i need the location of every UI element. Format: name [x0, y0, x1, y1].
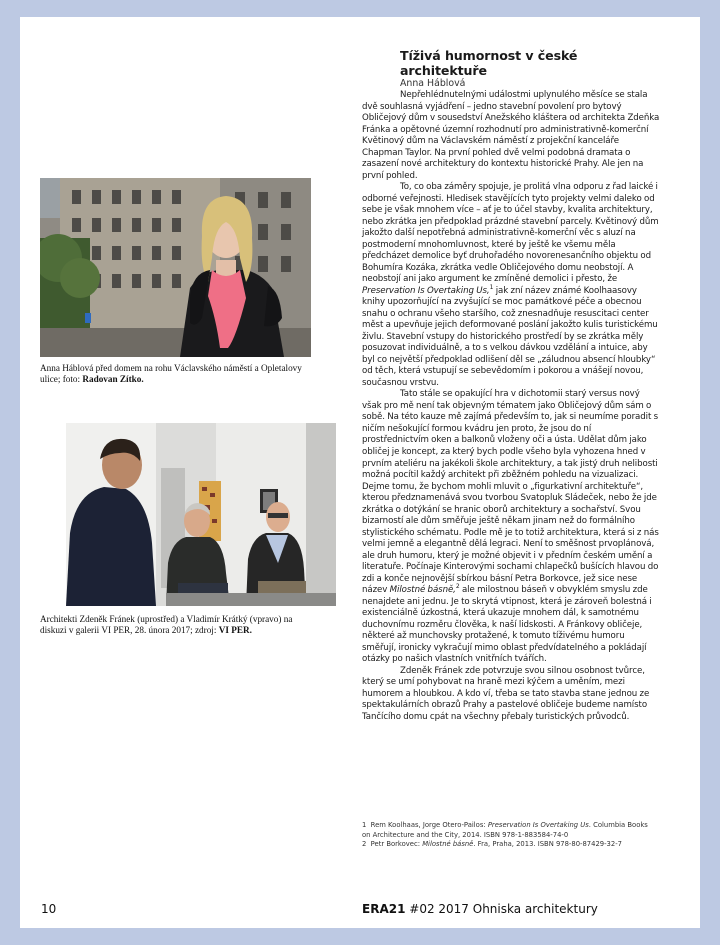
footnote-number: 1: [362, 821, 367, 829]
footnote: [362, 821, 662, 831]
paragraph: Zdeněk Fránek zde potvrzuje svou silnou osobnost tvůrce, který se umí pohybovat na hraně mezi kýčem a uměním, mezi humorem a hloubkou. A kdo ví, třeba se tato stavba stane jednou ze spektakulárních obrazů Prahy a pastelové obličeje budeme namísto Tančícího domu cpát na všechny přebaly turistických průvodců.: [362, 665, 650, 722]
caption-credit: VI PER.: [218, 625, 252, 635]
poem-title: Milostné básně,: [389, 585, 456, 596]
footnote-ref: 2: [455, 583, 460, 591]
article: [362, 48, 660, 723]
brand-name: ERA21: [362, 902, 406, 916]
photo-discussion-image: [66, 423, 336, 606]
magazine-footer: [362, 902, 598, 916]
footnote-title: Milostné básně: [422, 840, 474, 849]
paragraph: [362, 389, 660, 665]
footnote-ref: 1: [489, 283, 494, 291]
paragraph: Nepřehlédnutelnými událostmi uplynulého měsíce se stala dvě souhlasná vyjádření – jedno stavební povolení pro bytový Obličejový dům v sousedství Anežského kláštera od architekta Zdeňka Fránka a opětovné územní rozhodnutí pro administrativně-komerční Květinový dům na Václavském náměstí z projekční kanceláře Chapman Taylor. Na první pohled dvě velmi podobná dramata o zasazení nové architektury do kontextu historické Prahy. Ale jen na první pohled.: [362, 90, 660, 181]
footnote: [362, 831, 662, 841]
photo-portrait: [40, 178, 311, 357]
photo-portrait-caption: [40, 363, 312, 385]
article-author: Anna Háblová: [400, 78, 466, 89]
caption-text: Architekti Zdeněk Fránek (uprostřed) a Vladimír Krátký (vpravo) na diskuzi v galerii VI PER, 28. února 2017; zdroj:: [40, 614, 293, 635]
footnote-text: on Architecture and the City, 2014. ISBN 978-1-883584-74-0: [362, 830, 569, 839]
paragraph: [362, 182, 660, 389]
footnote-number: 2: [362, 840, 367, 849]
caption-text: Anna Háblová před domem na rohu Václavského náměstí a Opletalovy ulice; foto:: [40, 363, 302, 384]
footnotes: [362, 821, 662, 850]
footnote: [362, 840, 662, 850]
footnote-text: Petr Borkovec:: [370, 840, 423, 849]
page-number: 10: [41, 902, 57, 916]
footnote-title: Preservation Is Overtaking Us: [487, 821, 589, 829]
paragraph-text: To, co oba záměry spojuje, je prolitá vlna odporu z řad laické i odborné veřejnosti. Hledisek stavějících tyto projekty velmi daleko od sebe je však mnohem více – ať je to účel stavby, kvalita architektury, nebo zkrátka jen předpoklad prázdné stavební parcely. Květinový dům jakožto další nepotřebná administrativně-komerční věc s aluzí na postmoderní mnohomluvnost, které by ještě ke všemu měla předcházet demolice byť druhořadého novorenesančního objektu od Bohumíra Kozáka, zkrátka vedle Obličejového domu neobstojí. A neobstojí ani jako argument ke zmíněné demolici i přesto, že: [362, 182, 659, 285]
issue-label: #02 2017 Ohniska architektury: [409, 902, 598, 916]
photo-discussion: [66, 423, 336, 606]
book-title: Preservation Is Overtaking Us,: [362, 285, 490, 296]
footnote-text: . Fra, Praha, 2013. ISBN 978-80-87429-32-7: [473, 840, 622, 849]
caption-credit: Radovan Zítko.: [82, 374, 144, 384]
photo-portrait-image: [40, 178, 311, 357]
article-title: Tíživá humornost v české architektuře: [400, 48, 578, 78]
article-body: [362, 90, 660, 723]
photo-discussion-caption: [40, 614, 312, 636]
paragraph-text: ale milostnou báseň v obvyklém smyslu zde nenajdete ani jednu. Je to skrytá vtipnost, která je zároveň bolestná i existenciálně úzkostná, která ukazuje mnohem dál, k samotnému duchovnímu rozměru člověka, k naší lidskosti. A Fránkovy obličeje, některé až munchovsky protažené, k tomuto tíživému humoru směřují, ironicky vykračují mimo oblast předvídatelného a pokládají otázky po našich vlastních vnitřních tvářích.: [362, 585, 652, 665]
paragraph-text: Tato stále se opakující hra v dichotomii starý versus nový však pro mě není tak objevným tématem jako Obličejový dům sám o sobě. Na této kauze mě zajímá především to, jak si neumíme poradit s ničím nešokující formou kvádru jen proto, že jsou do ní prostřednictvím oken a balkonů vloženy oči a ústa. Udělat dům jako obličej je koncept, za který bych podle všeho byla vyhozena hned v prvním ateliéru na jakékoli škole architektury, a tak jistý druh nelibosti možná pocítil každý architekt při zběžném pohledu na vizualizaci. Dejme tomu, že bychom mohli mluvit o „figurkativní architektuře“, kterou předznamenává svou tvorbou Svatopluk Sládeček, nebo že jde zkrátka o dotýkání se hranic oborů architektury a sochařství. Svou bizarností ale dům směřuje ještě někam jinam než do formálního stylistického schématu. Podle mě je to totiž architektura, která si z nás velmi jemně a elegantně dělá legraci. Není to směšnost prvoplánová, ale druh humoru, který je možné objevit i v předním českém umění a literatuře. Počínaje Kinterovými sochami chlapečků bušících hlavou do zdi a konče nejnovější sbírkou básní Petra Borkovce, jež sice nese název: [362, 389, 659, 596]
paragraph-text: jak zní název známé Koolhaasovy knihy upozorňující na zvyšující se moc památkové péče a obecnou snahu o ochranu všeho staršího, což znesnadňuje resuscitaci center měst a upevňuje jejich deformované poslání jakožto kulis turistickému živlu. Stavební vstupy do historického prostředí by se zkrátka měly posuzovat individuálně, a to s velkou dávkou vzdělání a intuice, aby byl co největší předpoklad odlišení děl se „záludnou absencí hloubky“ od těch, která vstupují se sebevědomím i pokorou a vnášejí novou, současnou vrstvu.: [362, 285, 658, 388]
footnote-text: . Columbia Books: [588, 821, 648, 829]
footnote-text: Rem Koolhaas, Jorge Otero-Pailos:: [370, 821, 488, 829]
